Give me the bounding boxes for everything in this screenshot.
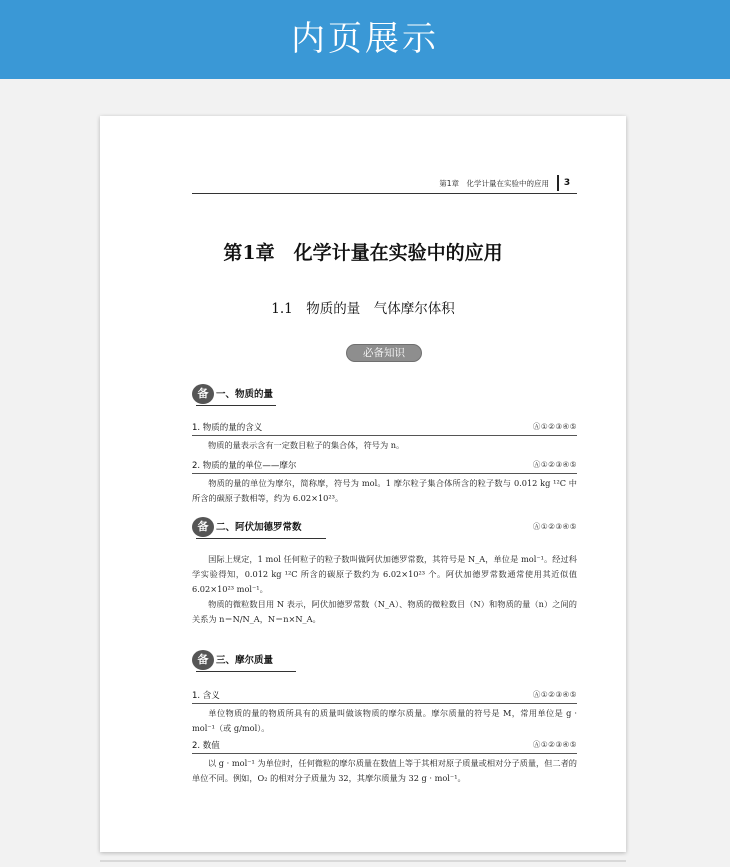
item-1-1 bbox=[192, 421, 577, 433]
level-marks: Ⓐ①②③④⑤ bbox=[532, 740, 577, 749]
book-page bbox=[100, 116, 626, 852]
paragraph: 物质的量的单位为摩尔，简称摩，符号为 mol。1 摩尔粒子集合体所含的粒子数与 0.012 kg ¹²C 中所含的碳原子数相等，约为 6.02×10²³。 bbox=[192, 478, 577, 503]
required-knowledge-pill: 必备知识 bbox=[346, 344, 422, 362]
item-title: 1. 含义 bbox=[192, 691, 220, 701]
section-heading-1 bbox=[192, 384, 577, 404]
paragraph: 国际上规定，1 mol 任何粒子的粒子数叫做阿伏加德罗常数，其符号是 N_A，单位是 mol⁻¹。经过科学实验得知，0.012 kg ¹²C 所含的碳原子数约为 6.02×10²³ 个。阿伏加德罗常数通常使用其近似值 6.02×10²³ mol⁻¹。 bbox=[192, 554, 577, 594]
banner-title: 内页展示 bbox=[291, 19, 439, 59]
next-page-edge bbox=[100, 860, 626, 862]
heading-underline bbox=[196, 538, 326, 539]
item-3-1 bbox=[192, 689, 577, 701]
divider bbox=[192, 473, 577, 474]
section-heading-text: 二、阿伏加德罗常数 bbox=[216, 522, 302, 533]
section-heading-3 bbox=[192, 650, 577, 670]
item-title: 2. 数值 bbox=[192, 741, 220, 751]
section-heading-2 bbox=[192, 517, 577, 537]
section-heading-text: 三、摩尔质量 bbox=[216, 655, 274, 666]
item-title: 1. 物质的量的含义 bbox=[192, 423, 263, 433]
chapter-title: 第1章 化学计量在实验中的应用 bbox=[223, 242, 503, 264]
page-number: 3 bbox=[557, 175, 575, 191]
divider bbox=[192, 435, 577, 436]
paragraph: 以 g · mol⁻¹ 为单位时，任何微粒的摩尔质量在数值上等于其相对原子质量或相对分子质量，但二者的单位不同。例如，O₂ 的相对分子质量为 32，其摩尔质量为 32 g · mol⁻¹。 bbox=[192, 758, 577, 783]
item-1-2 bbox=[192, 459, 577, 471]
section-title: 1.1 物质的量 气体摩尔体积 bbox=[271, 301, 455, 317]
section-heading-text: 一、物质的量 bbox=[216, 389, 274, 400]
level-marks: Ⓐ①②③④⑤ bbox=[532, 460, 577, 469]
divider bbox=[192, 753, 577, 754]
heading-underline bbox=[196, 671, 296, 672]
paragraph: 物质的微粒数目用 N 表示，阿伏加德罗常数（N_A）、物质的微粒数目（N）和物质的量（n）之间的关系为 n＝N/N_A，N＝n×N_A。 bbox=[192, 599, 577, 624]
divider bbox=[192, 703, 577, 704]
level-marks: Ⓐ①②③④⑤ bbox=[532, 422, 577, 431]
section-badge: 备 bbox=[192, 650, 214, 670]
level-marks: Ⓐ①②③④⑤ bbox=[532, 522, 577, 531]
item-title: 2. 物质的量的单位——摩尔 bbox=[192, 461, 297, 471]
level-marks: Ⓐ①②③④⑤ bbox=[532, 690, 577, 699]
paragraph: 单位物质的量的物质所具有的质量叫做该物质的摩尔质量。摩尔质量的符号是 M，常用单位是 g · mol⁻¹（或 g/mol）。 bbox=[192, 708, 577, 733]
paragraph: 物质的量表示含有一定数目粒子的集合体，符号为 n。 bbox=[208, 440, 405, 450]
section-badge: 备 bbox=[192, 517, 214, 537]
item-3-2 bbox=[192, 739, 577, 751]
running-head bbox=[192, 176, 577, 194]
running-head-text: 第1章 化学计量在实验中的应用 bbox=[439, 179, 549, 188]
heading-underline bbox=[196, 405, 276, 406]
section-badge: 备 bbox=[192, 384, 214, 404]
